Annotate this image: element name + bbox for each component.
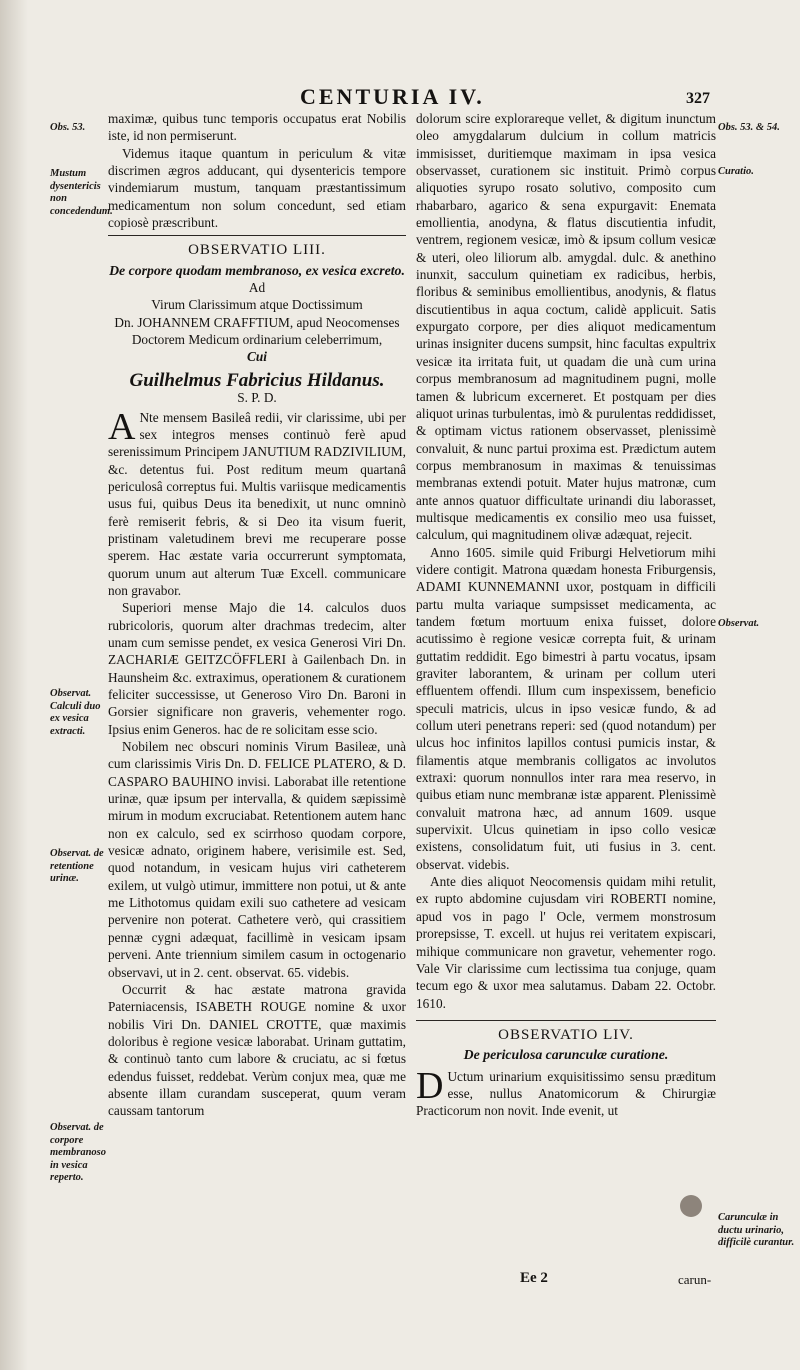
- margin-note-curatio: Curatio.: [718, 166, 754, 177]
- paragraph-text: Nte mensem Basileâ redii, vir clarissime, ubi per sex integros menses continuò ferè apud serenissimum Principem JANUTIUM RADZIVILIUM, &c. detentus fui. Post reditum meum quartanâ periculosâ correptus fui. Multis variisque medicamentis usus fui, quibus Deus ita benedixit, ut nunc omninò ferè remiserit febris, & si Deo ita visum fuerit, pristinam valetudinem brevi me recuperare posse sperem. Hac æstate varia occurrerunt symptomata, quorum unum aut alterum Tuæ Excell. communicare non gravabor.: [108, 409, 406, 598]
- drop-cap: D: [416, 1064, 444, 1107]
- margin-note-corpus-membranosum: Observat. de corpore membranoso in vesica reperto.: [50, 1122, 107, 1183]
- section-rule: [416, 1020, 716, 1021]
- margin-note-obs-53: Obs. 53.: [50, 122, 86, 133]
- signature-mark: Ee 2: [520, 1270, 548, 1286]
- margin-note-obs-53-54: Obs. 53. & 54.: [718, 122, 780, 133]
- paragraph-opening: [416, 1064, 716, 1120]
- paragraph: Ante dies aliquot Neocomensis quidam mihi retulit, ex rupto abdomine cujusdam viri ROBERTI nomine, apud vos in pago l' Ocle, vermem monstrosum prorepsisse, T. excell. ut hujus rei veritatem expiscari, mihique communicare non gravetur, vehementer rogo. Vale Vir clarissime cum lectissima tua conjuge, quam tecum ego & uxor mea salutamus. Dabam 22. Octobr. 1610.: [416, 874, 716, 1011]
- dedication-ad: Ad: [248, 280, 266, 296]
- left-text-column: [108, 110, 406, 1120]
- paragraph: maximæ, quibus tunc temporis occupatus erat Nobilis iste, id non permiserunt.: [108, 111, 406, 144]
- paragraph: Superiori mense Majo die 14. calculos duos rubricoloris, quorum alter drachmas tredecim, alter unam cum semisse pendet, ex vesica Generosi Viri Dn. ZACHARIÆ GEITZCÖFFLERI à Gailenbach Dn. in Haunsheim &c. extraximus, operationem & curationem feliciter successisse, ut Generoso Viro Dn. Baroni in Gorsier significare non graveris, vehementer rogo. Ipsius enim Generos. hac de re solicitam esse scio.: [108, 600, 406, 737]
- drop-cap: A: [108, 405, 136, 448]
- paragraph: Videmus itaque quantum in periculum & vitæ discrimen ægros adducant, qui dysentericis tempore vindemiarum mustum, tanquam præstantissimum medicamentum non solum concedunt, sed etiam copiosè præscribunt.: [108, 145, 406, 231]
- catchword: carun-: [678, 1272, 712, 1287]
- margin-note-observat: Observat.: [718, 618, 760, 629]
- observation-title: OBSERVATIO LIV.: [498, 1026, 634, 1043]
- dedication-cui: Cui: [247, 349, 267, 365]
- paragraph: Occurrit & hac æstate matrona gravida Paterniacensis, ISABETH ROUGE nomine & uxor nobilis Viri Dn. DANIEL CROTTE, quæ maximis doloribus è regione vesicæ laborabat. Urinam guttatim, & continuò tanto cum labore & cruciatu, ac si fœtus edendus fuisset, reddebat. Verùm conjux mea, quæ me absente illam curandam susceperat, quum veram caussam tantorum: [108, 981, 406, 1119]
- section-rule: [108, 235, 406, 236]
- dedication-line-2: Dn. JOHANNEM CRAFFTIUM, apud Neocomenses Doctorem Medicum ordinarium celeberrimum,: [114, 314, 400, 348]
- running-title: CENTURIA IV.: [300, 84, 485, 109]
- page-number: 327: [686, 90, 710, 107]
- salutation: S. P. D.: [237, 390, 277, 406]
- paragraph-text: Uctum urinarium exquisitissimo sensu præditum esse, nullus Anatomicorum & Chirurgiæ Practicorum non novit. Inde evenit, ut: [416, 1068, 716, 1119]
- paragraph: dolorum scire explorareque vellet, & digitum inunctum oleo amygdalarum dulcium in collum matricis immisisset, duritiemque maximam in ipsa vesica observasset, curationem sic instituit. Primò corpus aliquoties syrupo rosato solutivo, composito cum rhabarbaro, agarico & sena expurgavit: Enemata emollientia, anodyna, & flatus discutientia infudit, ventrem, regionem vesicæ, imò & ipsum collum vesicæ & uteri, oleo liliorum alb. amygdal. dulc. & anethino inunxit, sacculum quinetiam ex radicibus, herbis, floribus & seminibus emollientibus, anodynis, & flatus discutientibus in aqua coctum, calidè applicuit. Satis expurgato corpore, per dies aliquot medicamentum urinas insigniter ducens sumpsit, hinc facultas expultrix vesicæ ita irritata fuit, ut quadam die unà cum urina corpus membranosum ad magnitudinem pugni, molle tamen & lubricum excerneret. Et postquam per dies aliquot urinas turbulentas, imò & purulentas reddidisset, & optimam victus rationem observasset, plenissimè convaluit, & nunc partui proxima est. Prædictum autem corpus membranosum in maximas & tenuissimas membranas extendi potuit. Mater hujus matronæ, cum ante annos quatuor difficultate urinandi diu laborasset, multisque medicamentis ex consilio meo usa fuisset, calculum, qui magnitudinem olivæ adæquat, rejecit.: [416, 111, 716, 543]
- margin-note-retentio: Observat. de retentione urinæ.: [50, 848, 104, 884]
- paragraph: Anno 1605. simile quid Friburgi Helvetiorum mihi videre contigit. Matrona quædam honesta Friburgensis, ADAMI KUNNEMANNI uxor, postquam in difficili partu multa variaque sumpsisset medicamenta, ac tandem fœtum mortuum enixa fuisset, dolore acutissimo è regione vesicæ correpta fuit, & urinam guttatim reddidit. Ego bimestri à partu vocatus, ipsam graviter laborantem, & urinam per collum uteri effluentem offendi. Illum cum inspexissem, beneficio speculi matricis, ulcus in ipso vesicæ fundo, & ad collum uteri penetrans reperi: sed (quod notandum) per ulcus hoc infinitos lapillos contusi pumicis instar, & filamentis atque membranis colligatos ac involutos extraxi: quorum nonnullos inter rara mea reservo, in quibus etiam nunc membranæ istæ apparent. Plenissimè convaluit matrona hæc, ad annum 1609. usque supervixit. Ulcus quinetiam in ipso collo vesicæ existens, consolidatum fuit, uti fusius in 3. cent. observat. videbis.: [416, 544, 716, 872]
- paragraph: Nobilem nec obscuri nominis Virum Basileæ, unà cum clarissimis Viris Dn. D. FELICE PLATERO, & D. CASPARO BAUHINO invisi. Laborabat ille retentione urinæ, quæ ipsum per intervalla, & quidem sæpissimè mirum in modum excruciabat. Retentionem autem hanc non ex calculo, sed ex scirrhoso quodam corpore, vesicæ adnato, originem habere, verisimile est. Sed, quod notandum, in vesicam hujus viri catheterem exilem, ut vulgò utimur, immittere non potui, ut & ante me Lithotomus quidam exili suo cathetere ad vesicam pervenire non poterat. Cathetere verò, qui crassitiem pennæ cygni adæquat, facillimè in vesicam ipsam perveni. Ante triennium similem casum in octogenario observavi, ut in 2. cent. observat. 65. videbis.: [108, 739, 406, 980]
- margin-note-carunculae: Carunculæ in ductu urinario, difficilè curantur.: [718, 1212, 795, 1248]
- observation-subtitle: De corpore quodam membranoso, ex vesica excreto.: [109, 262, 405, 278]
- margin-note-mustum: Mustum dysentericis non concedendum.: [50, 168, 113, 217]
- observation-title: OBSERVATIO LIII.: [188, 242, 326, 259]
- right-text-column: [416, 110, 716, 1120]
- observation-subtitle: De periculosa carunculæ curatione.: [463, 1047, 669, 1063]
- author-name: Guilhelmus Fabricius Hildanus.: [129, 369, 385, 391]
- paragraph-opening: [108, 405, 406, 600]
- margin-note-calculi: Observat. Calculi duo ex vesica extracti.: [50, 688, 101, 737]
- ink-stain: [680, 1195, 702, 1217]
- page-gutter-shadow: [0, 0, 28, 1370]
- dedication-line-1: Virum Clarissimum atque Doctissimum: [151, 297, 363, 313]
